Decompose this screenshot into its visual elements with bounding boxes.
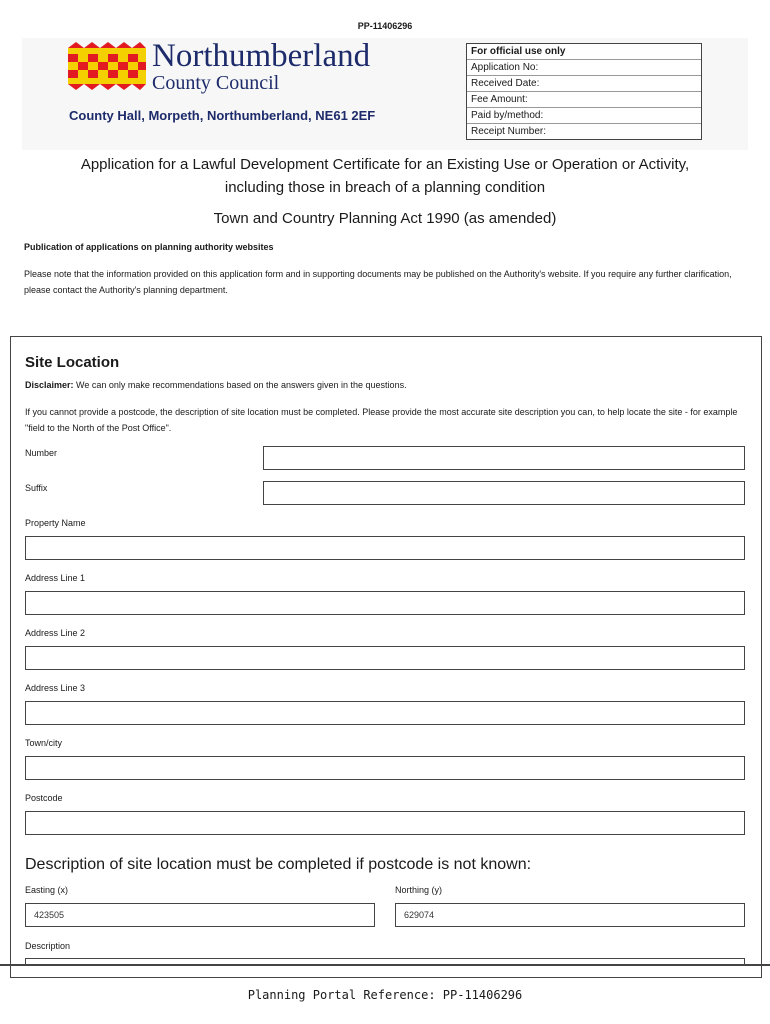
address-line-2-field[interactable] [25, 646, 745, 670]
official-use-box [466, 43, 702, 140]
postcode-field[interactable] [25, 811, 745, 835]
official-row-paid-by: Paid by/method: [467, 107, 701, 123]
form-title-line1: Application for a Lawful Development Certificate for an Existing Use or Operation or Activity, [80, 156, 690, 173]
official-row-received-date: Received Date: [467, 75, 701, 91]
disclaimer-label: Disclaimer: [25, 380, 74, 390]
org-name: Northumberland [152, 38, 371, 74]
address-line-2-label: Address Line 2 [25, 628, 86, 638]
description-label: Description [25, 941, 71, 951]
number-field[interactable] [263, 446, 745, 470]
act-title: Town and Country Planning Act 1990 (as amended) [213, 210, 557, 227]
easting-label: Easting (x) [25, 885, 69, 895]
official-row-receipt-number: Receipt Number: [467, 123, 701, 139]
footer-reference: Planning Portal Reference: PP-11406296 [247, 988, 523, 1002]
org-subtitle: County Council [152, 72, 280, 94]
easting-field[interactable]: 423505 [25, 903, 375, 927]
page-divider [0, 964, 770, 966]
disclaimer [25, 380, 407, 390]
northing-label: Northing (y) [395, 885, 443, 895]
official-row-fee-amount: Fee Amount: [467, 91, 701, 107]
property-name-label: Property Name [25, 518, 86, 528]
form-title [30, 153, 740, 199]
reference-number-top: PP-11406296 [357, 21, 413, 31]
suffix-label: Suffix [25, 483, 48, 493]
number-label: Number [25, 448, 58, 458]
address-line-3-field[interactable] [25, 701, 745, 725]
address-line-1-field[interactable] [25, 591, 745, 615]
suffix-field[interactable] [263, 481, 745, 505]
town-city-label: Town/city [25, 738, 63, 748]
disclaimer-text: We can only make recommendations based on the answers given in the questions. [76, 380, 407, 390]
address-line-1-label: Address Line 1 [25, 573, 86, 583]
form-title-line2: including those in breach of a planning condition [224, 179, 546, 196]
northing-field[interactable]: 629074 [395, 903, 745, 927]
council-logo [68, 42, 146, 90]
publication-text: Please note that the information provided on this application form and in supporting documents may be published on the Authority's website. If you require any further clarification, please contact the Authority's planning department. [24, 269, 732, 295]
publication-heading: Publication of applications on planning authority websites [24, 242, 274, 252]
town-city-field[interactable] [25, 756, 745, 780]
official-row-application-no: Application No: [467, 59, 701, 75]
site-location-info: If you cannot provide a postcode, the description of site location must be completed. Please provide the most accurate site description you can, to help locate the site - for example "field to the North of the Post Office". [25, 407, 738, 433]
official-use-title: For official use only [471, 46, 566, 57]
site-location-heading: Site Location [25, 354, 120, 371]
address-line-3-label: Address Line 3 [25, 683, 86, 693]
property-name-field[interactable] [25, 536, 745, 560]
description-heading: Description of site location must be completed if postcode is not known: [25, 856, 532, 873]
postcode-label: Postcode [25, 793, 63, 803]
org-address: County Hall, Morpeth, Northumberland, NE61 2EF [69, 108, 376, 123]
